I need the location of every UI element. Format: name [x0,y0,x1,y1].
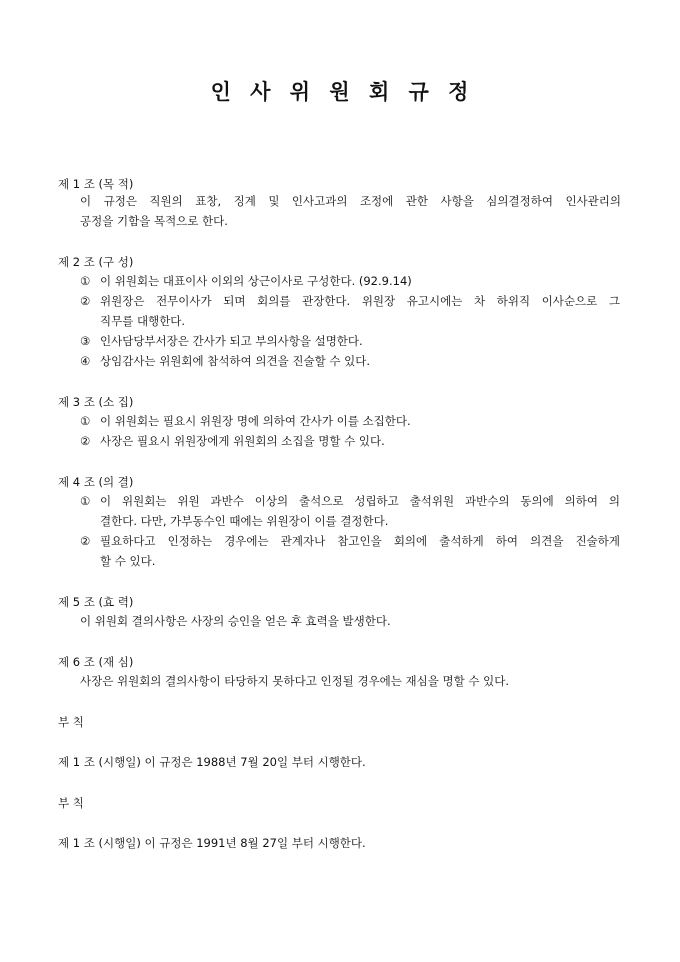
article-3-item-1-number: ① [80,414,91,428]
article-3-item-1-text: 이 위원회는 필요시 위원장 명에 의하여 간사가 이를 소집한다. [100,414,411,428]
article-4-item-2-text-line-2: 할 수 있다. [100,554,156,568]
article-4-item-2-number: ② [80,534,91,548]
article-2-item-3-text: 인사담당부서장은 간사가 되고 부의사항을 설명한다. [100,334,363,348]
article-3-heading: 제 3 조 (소 집) [58,395,134,409]
article-2-item-4-number: ④ [80,354,91,368]
article-5-heading: 제 5 조 (효 력) [58,595,134,609]
article-1-text-line-2: 공정을 기함을 목적으로 한다. [80,214,228,228]
article-4-item-1-text-line-1: 이 위원회는 위원 과반수 이상의 출석으로 성립하고 출석위원 과반수의 동의에 의하여 의 [100,494,620,508]
article-5-text: 이 위원회 결의사항은 사장의 승인을 얻은 후 효력을 발생한다. [80,614,391,628]
article-3-item-2-number: ② [80,434,91,448]
article-1-heading: 제 1 조 (목 적) [58,177,134,191]
article-3-item-2-text: 사장은 필요시 위원장에게 위원회의 소집을 명할 수 있다. [100,434,385,448]
article-2-item-3-number: ③ [80,334,91,348]
article-6-text: 사장은 위원회의 결의사항이 타당하지 못하다고 인정될 경우에는 재심을 명할 수 있다. [80,674,510,688]
article-4-item-1-text-line-2: 결한다. 다만, 가부동수인 때에는 위원장이 이를 결정한다. [100,514,389,528]
article-2-heading: 제 2 조 (구 성) [58,255,134,269]
article-4-item-2-text-line-1: 필요하다고 인정하는 경우에는 관계자나 참고인을 회의에 출석하게 하여 의견을 진술하게 [100,534,620,548]
article-2-item-2-text-line-1: 위원장은 전무이사가 되며 회의를 관장한다. 위원장 유고시에는 차 하위직 이사순으로 그 [100,294,620,308]
supplementary-1-article: 제 1 조 (시행일) 이 규정은 1988년 7월 20일 부터 시행한다. [58,755,366,769]
supplementary-2-article: 제 1 조 (시행일) 이 규정은 1991년 8월 27일 부터 시행한다. [58,836,366,850]
article-2-item-1-number: ① [80,274,91,288]
article-4-heading: 제 4 조 (의 결) [58,475,134,489]
article-6-heading: 제 6 조 (재 심) [58,655,134,669]
document-title: 인 사 위 원 회 규 정 [210,79,470,104]
article-2-item-2-number: ② [80,294,91,308]
article-2-item-2-text-line-2: 직무를 대행한다. [100,314,186,328]
supplementary-heading-1: 부 칙 [58,715,84,729]
article-4-item-1-number: ① [80,494,91,508]
supplementary-heading-2: 부 칙 [58,796,84,810]
article-1-text-line-1: 이 규정은 직원의 표창, 징계 및 인사고과의 조정에 관한 사항을 심의결정하여 인사관리의 [80,194,621,208]
article-2-item-1-text: 이 위원회는 대표이사 이외의 상근이사로 구성한다. (92.9.14) [100,274,412,288]
article-2-item-4-text: 상임감사는 위원회에 참석하여 의견을 진술할 수 있다. [100,354,370,368]
